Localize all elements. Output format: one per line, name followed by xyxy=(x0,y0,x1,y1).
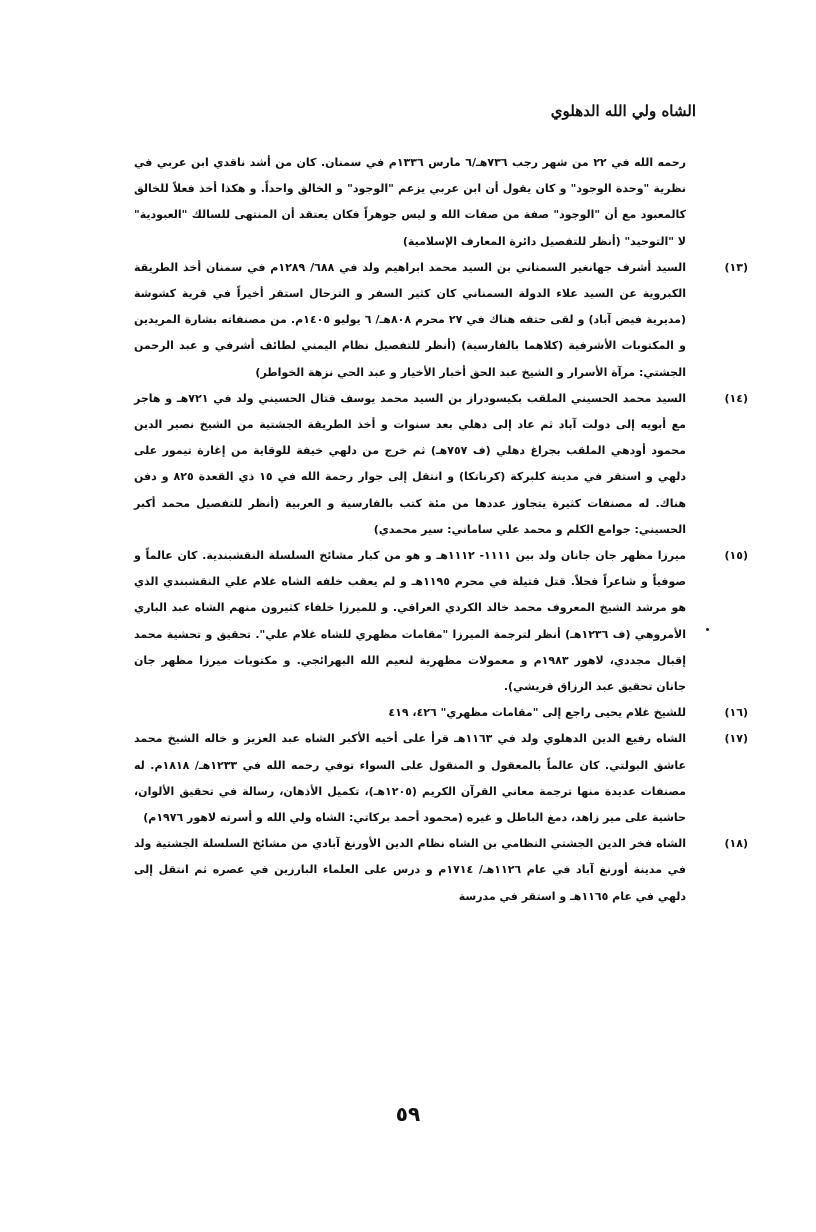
footnote-17 xyxy=(134,726,748,831)
footnote-text: رحمه الله في ٢٢ من شهر رجب ٧٣٦هـ/٦ مارس ١٣٣٦م في سمنان. كان من أشد ناقدي ابن عربي في نظرية "وحدة الوجود" و كان يقول أن ابن عربي يزعم "الوجود" و الخالق واحداً. و هكذا أخذ فعلاً للخالق كالمعبود مع أن "الوجود" صفة من صفات الله و ليس جوهراً فكان يعتقد أن المنتهى للسالك "العبودية" لا "التوحيد" (أنظر للتفصيل دائرة المعارف الإسلامية) xyxy=(134,156,686,248)
footnote-number: (١٦) xyxy=(724,706,748,720)
footnote-text: ميرزا مظهر جان جانان ولد بين ١١١١- ١١١٢هـ و هو من كبار مشائخ السلسلة النقشبندية. كان عالماً و صوفياً و شاعراً فحلاً. قتل قتيلة في محرم ١١٩٥هـ و لم يعقب خلفه الشاه غلام علي النقشبندي الذي هو مرشد الشيخ المعروف محمد خالد الكردي العراقي. و للميرزا خلفاء كثيرون منهم الشاه عبد الباري الأمروهي (ف ١٢٣٦هـ) أنظر لترجمة الميرزا "مقامات مظهري للشاه غلام علي". تحقيق و تحشية محمد إقبال مجددي، لاهور ١٩٨٣م و معمولات مظهرية لنعيم الله البهرائجي. و مكتوبات ميرزا مظهر جان جانان تحقيق عبد الرزاق قريشي). xyxy=(134,549,687,694)
footnote-number: (١٣) xyxy=(724,260,748,274)
footnote-number: (١٨) xyxy=(724,837,748,851)
footnote-14 xyxy=(134,386,748,543)
scan-speck xyxy=(706,628,709,631)
footnote-text: الشاه رفيع الدين الدهلوي ولد في ١١٦٣هـ قرأ على أخيه الأكبر الشاه عبد العزيز و خاله الشيخ محمد عاشق البولتي. كان عالماً بالمعقول و المنقول على السواء توفي رحمه الله في ١٢٣٣هـ/ ١٨١٨م. له مصنفات عديدة منها ترجمة معاني القرآن الكريم (١٢٠٥هـ)، تكميل الأذهان، رسالة في تحقيق الألوان، حاشية على مير زاهد، دمغ الباطل و غيره (محمود أحمد بركاتي: الشاه ولي الله و أسرته لاهور ١٩٧٦م) xyxy=(134,732,687,825)
footnote-text: السيد أشرف جهانغير السمناني بن السيد محمد ابراهيم ولد في ٦٨٨/ ١٢٨٩م في سمنان أخذ الطريقة الكبروية عن السيد علاء الدولة السمناني كان كثير السفر و الترحال استقر أخيراً في قرية كشوشة (مديرية فيض آباد) و لقى حتفه هناك في ٢٧ محرم ٨٠٨هـ/ ٦ يوليو ١٤٠٥م. من مصنفاته بشارة المريدين و المكتوبات الأشرفية (كلاهما بالفارسية) (أنظر للتفصيل نظام اليمني لطائف أشرفي و عبد الرحمن الجشتي: مرآة الأسرار و الشيخ عبد الحق أخبار الأخيار و عبد الحي نزهة الخواطر) xyxy=(134,260,687,379)
page-number: ٥٩ xyxy=(395,1102,421,1126)
running-header: الشاه ولي الله الدهلوي xyxy=(550,102,696,120)
footnote-text: السيد محمد الحسيني الملقب بكيسودراز بن السيد محمد يوسف قتال الحسيني ولد في ٧٢١هـ و هاجر مع أبويه إلى دولت آباد ثم عاد إلى دهلي بعد سنوات و أخذ الطريقة الجشتية من الشيخ نصير الدين محمود أودهي الملقب بجراغ دهلي (ف ٧٥٧هـ) ثم خرج من دلهي خيفة للوقاية من إغارة تيمور على دلهي و استقر في مدينة كلبركة (كرناتكا) و انتقل إلى جوار رحمة الله في ١٥ ذي القعدة ٨٢٥ و دفن هناك. له مصنفات كثيرة يتجاوز عددها من مئة كتب بالفارسية و العربية (أنظر للتفصيل محمد أكبر الحسيني: جوامع الكلم و محمد علي ساماني: سير محمدي) xyxy=(134,391,686,536)
page-body xyxy=(134,150,748,910)
footnote-number: (١٥) xyxy=(724,549,748,563)
footnote-number: (١٤) xyxy=(724,391,748,405)
footnote-18 xyxy=(134,831,748,910)
footnote-text: الشاه فخر الدين الجشتي النظامي بن الشاه نظام الدين الأورنغ آبادي من مشائخ السلسلة الجشتية ولد في مدينة أورنغ آباد في عام ١١٢٦هـ/ ١٧١٤م و درس على العلماء البارزين في عصره ثم انتقل إلى دلهي في عام ١١٦٥هـ و استقر في مدرسة xyxy=(134,837,686,903)
footnote-number: (١٧) xyxy=(724,732,748,746)
footnote-15 xyxy=(134,543,748,700)
footnote-continuation xyxy=(134,150,686,255)
footnote-16 xyxy=(134,700,748,726)
footnote-13 xyxy=(134,255,748,386)
footnote-text: للشيخ غلام يحيى راجع إلى "مقامات مظهري" ٤٢٦، ٤١٩ xyxy=(388,706,686,720)
